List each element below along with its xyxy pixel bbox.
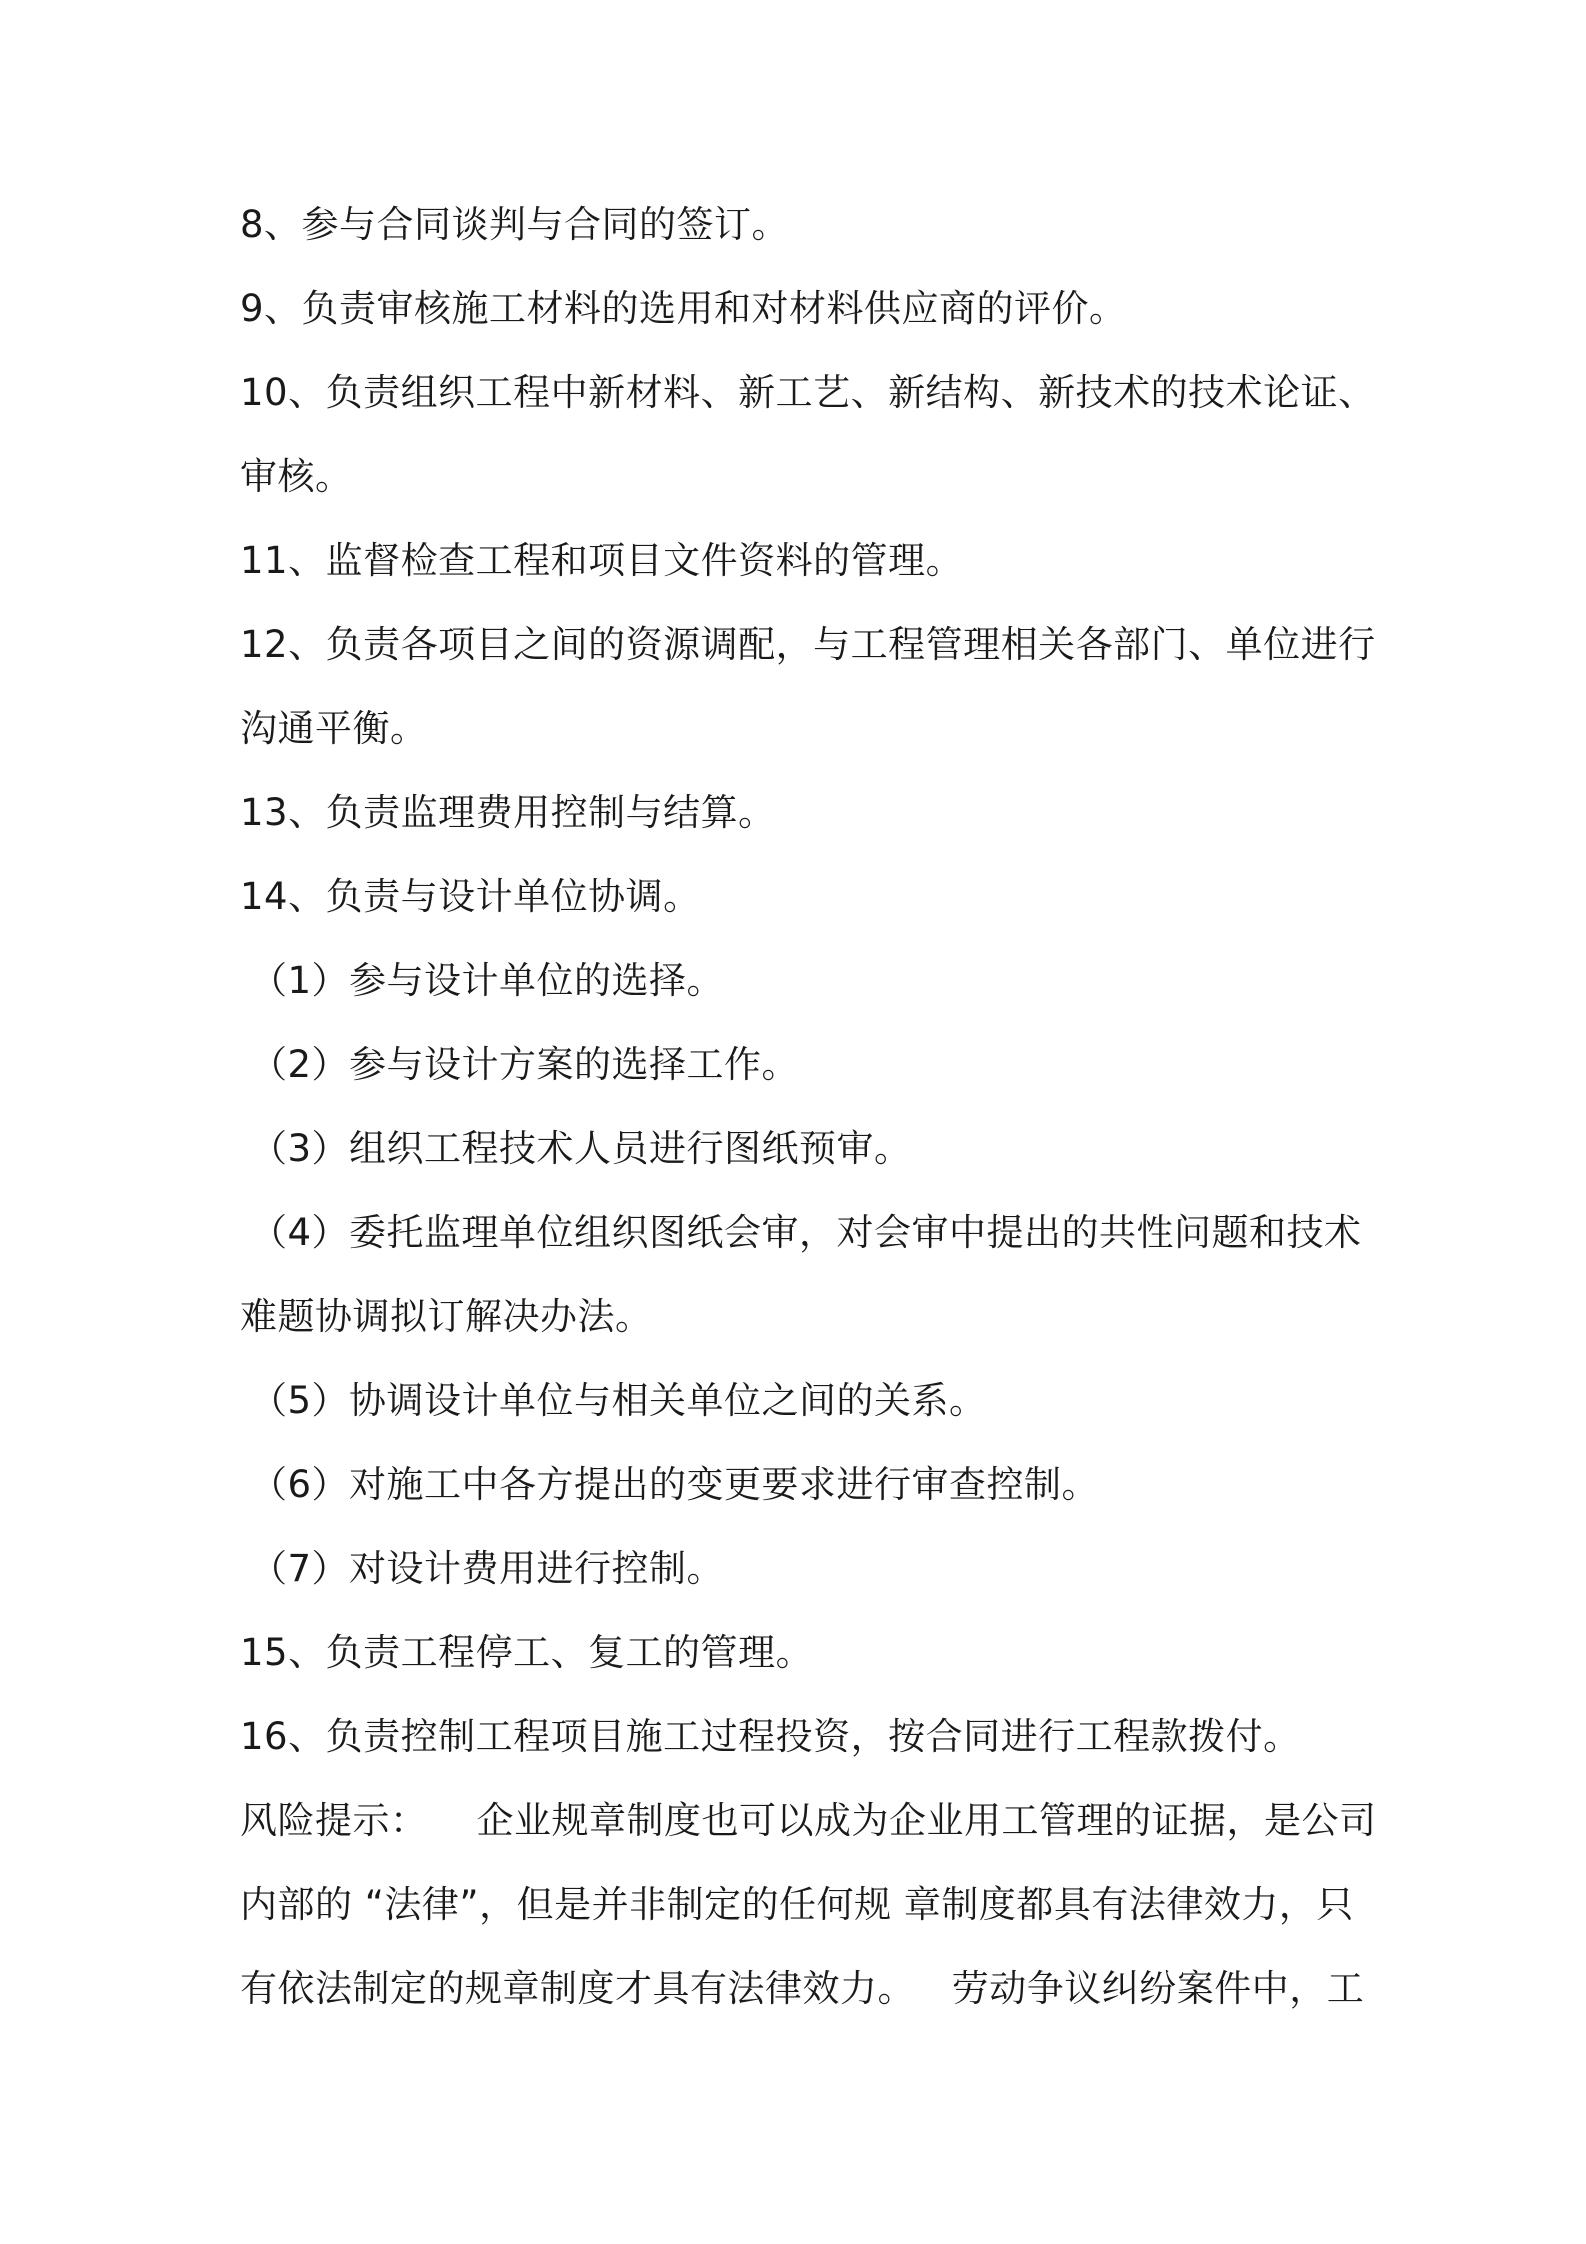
text-line: 9、负责审核施工材料的选用和对材料供应商的评价。 <box>240 287 1127 330</box>
text-line: 10、负责组织工程中新材料、新工艺、新结构、新技术的技术论证、 <box>240 371 1376 414</box>
text-line: 有依法制定的规章制度才具有法律效力。 劳动争议纠纷案件中，工 <box>240 1967 1365 2010</box>
text-line: （4）委托监理单位组织图纸会审，对会审中提出的共性问题和技术 <box>250 1211 1362 1254</box>
text-line: 12、负责各项目之间的资源调配，与工程管理相关各部门、单位进行 <box>240 623 1376 666</box>
text-line: 难题协调拟订解决办法。 <box>240 1295 653 1338</box>
text-line: 13、负责监理费用控制与结算。 <box>240 791 776 834</box>
text-line: 11、监督检查工程和项目文件资料的管理。 <box>240 539 964 582</box>
text-line: 审核。 <box>240 455 353 498</box>
text-line: （6）对施工中各方提出的变更要求进行审查控制。 <box>250 1463 1100 1506</box>
text-line: 15、负责工程停工、复工的管理。 <box>240 1631 814 1674</box>
text-line: （1）参与设计单位的选择。 <box>250 959 725 1002</box>
text-line: 沟通平衡。 <box>240 707 428 750</box>
text-line: （3）组织工程技术人员进行图纸预审。 <box>250 1127 912 1170</box>
text-line: （5）协调设计单位与相关单位之间的关系。 <box>250 1379 987 1422</box>
text-line: 16、负责控制工程项目施工过程投资，按合同进行工程款拨付。 <box>240 1715 1301 1758</box>
text-line: 内部的 “法律”，但是并非制定的任何规 章制度都具有法律效力，只 <box>240 1883 1354 1926</box>
text-line: （2）参与设计方案的选择工作。 <box>250 1043 800 1086</box>
text-line: （7）对设计费用进行控制。 <box>250 1547 725 1590</box>
text-line: 8、参与合同谈判与合同的签订。 <box>240 203 790 246</box>
text-line: 14、负责与设计单位协调。 <box>240 875 701 918</box>
text-line: 风险提示： 企业规章制度也可以成为企业用工管理的证据，是公司 <box>240 1799 1377 1842</box>
